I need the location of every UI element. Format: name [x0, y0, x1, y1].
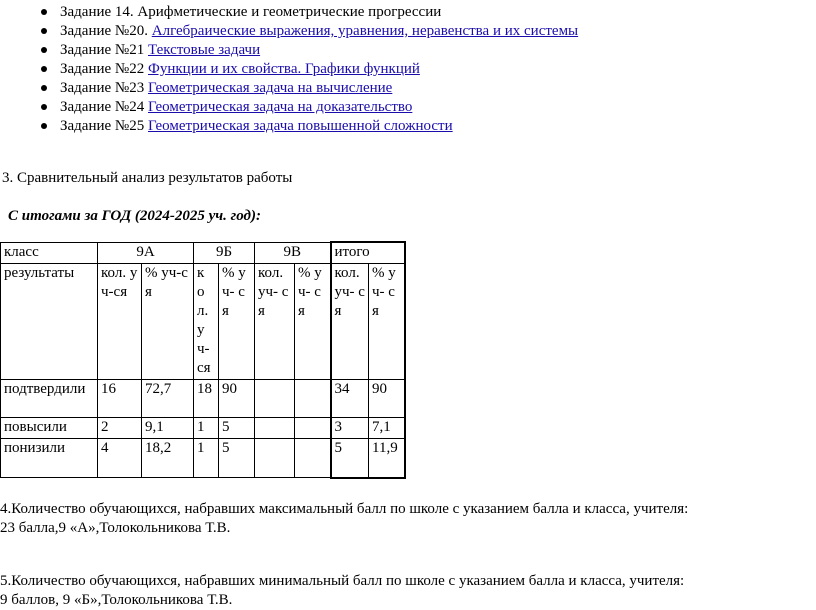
table-cell: кол. уч- ся: [331, 264, 369, 380]
results-table: [0, 241, 406, 479]
table-row: [1, 439, 405, 478]
section-title: 3. Сравнительный анализ результатов работы: [2, 170, 293, 186]
table-cell: 2: [98, 418, 142, 439]
table-cell: % уч- ся: [369, 264, 405, 380]
task-text: Задание №25: [60, 118, 148, 134]
table-cell: подтвердили: [1, 380, 98, 418]
header-cell: класс: [1, 242, 98, 264]
task-link[interactable]: Геометрическая задача повышенной сложности: [148, 118, 453, 134]
table-cell: % уч-ся: [142, 264, 194, 380]
task-text: Задание 14. Арифметические и геометрические прогрессии: [60, 4, 442, 20]
table-cell: 90: [369, 380, 405, 418]
paragraph-line: 4.Количество обучающихся, набравших максимальный балл по школе с указанием балла и класса, учителя:: [0, 501, 689, 517]
table-cell: 11,9: [369, 439, 405, 478]
table-row: [1, 418, 405, 439]
table-cell: кол. уч-ся: [98, 264, 142, 380]
table-cell: 4: [98, 439, 142, 478]
task-link[interactable]: Функции и их свойства. Графики функций: [148, 61, 420, 77]
header-cell: 9В: [255, 242, 331, 264]
task-link[interactable]: Алгебраические выражения, уравнения, неравенства и их системы: [151, 23, 579, 39]
header-cell: 9А: [98, 242, 194, 264]
table-caption: С итогами за ГОД (2024-2025 уч. год):: [8, 208, 261, 224]
bullet-icon: [41, 47, 47, 53]
table-cell: результаты: [1, 264, 98, 380]
table-cell: % уч- ся: [219, 264, 255, 380]
task-text: Задание №23: [60, 80, 148, 96]
paragraph-min-score: [0, 572, 684, 610]
paragraph-line: 9 баллов, 9 «Б»,Толокольникова Т.В.: [0, 592, 233, 608]
table-subheader-row: [1, 264, 405, 380]
table-cell: 16: [98, 380, 142, 418]
table-cell: к о л. у ч- ся: [194, 264, 219, 380]
table-cell: [255, 439, 295, 478]
table-cell: повысили: [1, 418, 98, 439]
table-cell: 5: [219, 439, 255, 478]
paragraph-line: 23 балла,9 «А»,Толокольникова Т.В.: [0, 520, 231, 536]
table-cell: % уч- ся: [295, 264, 331, 380]
task-text: Задание №20.: [60, 23, 152, 39]
task-text: Задание №24: [60, 99, 148, 115]
table-cell: 5: [331, 439, 369, 478]
header-cell: итого: [331, 242, 405, 264]
table-cell: 18,2: [142, 439, 194, 478]
table-cell: 1: [194, 418, 219, 439]
table-cell: [255, 380, 295, 418]
table-cell: 5: [219, 418, 255, 439]
table-cell: 1: [194, 439, 219, 478]
table-cell: 3: [331, 418, 369, 439]
table-cell: кол. уч- ся: [255, 264, 295, 380]
task-link[interactable]: Геометрическая задача на вычисление: [148, 80, 393, 96]
table-cell: [295, 439, 331, 478]
table-header-row: [1, 242, 405, 264]
bullet-icon: [41, 28, 47, 34]
table-cell: понизили: [1, 439, 98, 478]
paragraph-line: 5.Количество обучающихся, набравших минимальный балл по школе с указанием балла и класса, учителя:: [0, 573, 685, 589]
table-cell: [295, 380, 331, 418]
task-text: Задание №21: [60, 42, 148, 58]
table-row: [1, 380, 405, 418]
bullet-icon: [41, 104, 47, 110]
table-cell: [255, 418, 295, 439]
task-link[interactable]: Геометрическая задача на доказательство: [148, 99, 413, 115]
table-cell: [295, 418, 331, 439]
task-text: Задание №22: [60, 61, 148, 77]
table-cell: 90: [219, 380, 255, 418]
table-cell: 7,1: [369, 418, 405, 439]
bullet-icon: [41, 66, 47, 72]
table-cell: 9,1: [142, 418, 194, 439]
table-cell: 72,7: [142, 380, 194, 418]
bullet-icon: [41, 123, 47, 129]
table-cell: 18: [194, 380, 219, 418]
paragraph-max-score: [0, 500, 688, 538]
header-cell: 9Б: [194, 242, 255, 264]
table-cell: 34: [331, 380, 369, 418]
bullet-icon: [41, 85, 47, 91]
bullet-icon: [41, 9, 47, 15]
task-link[interactable]: Текстовые задачи: [148, 42, 261, 58]
